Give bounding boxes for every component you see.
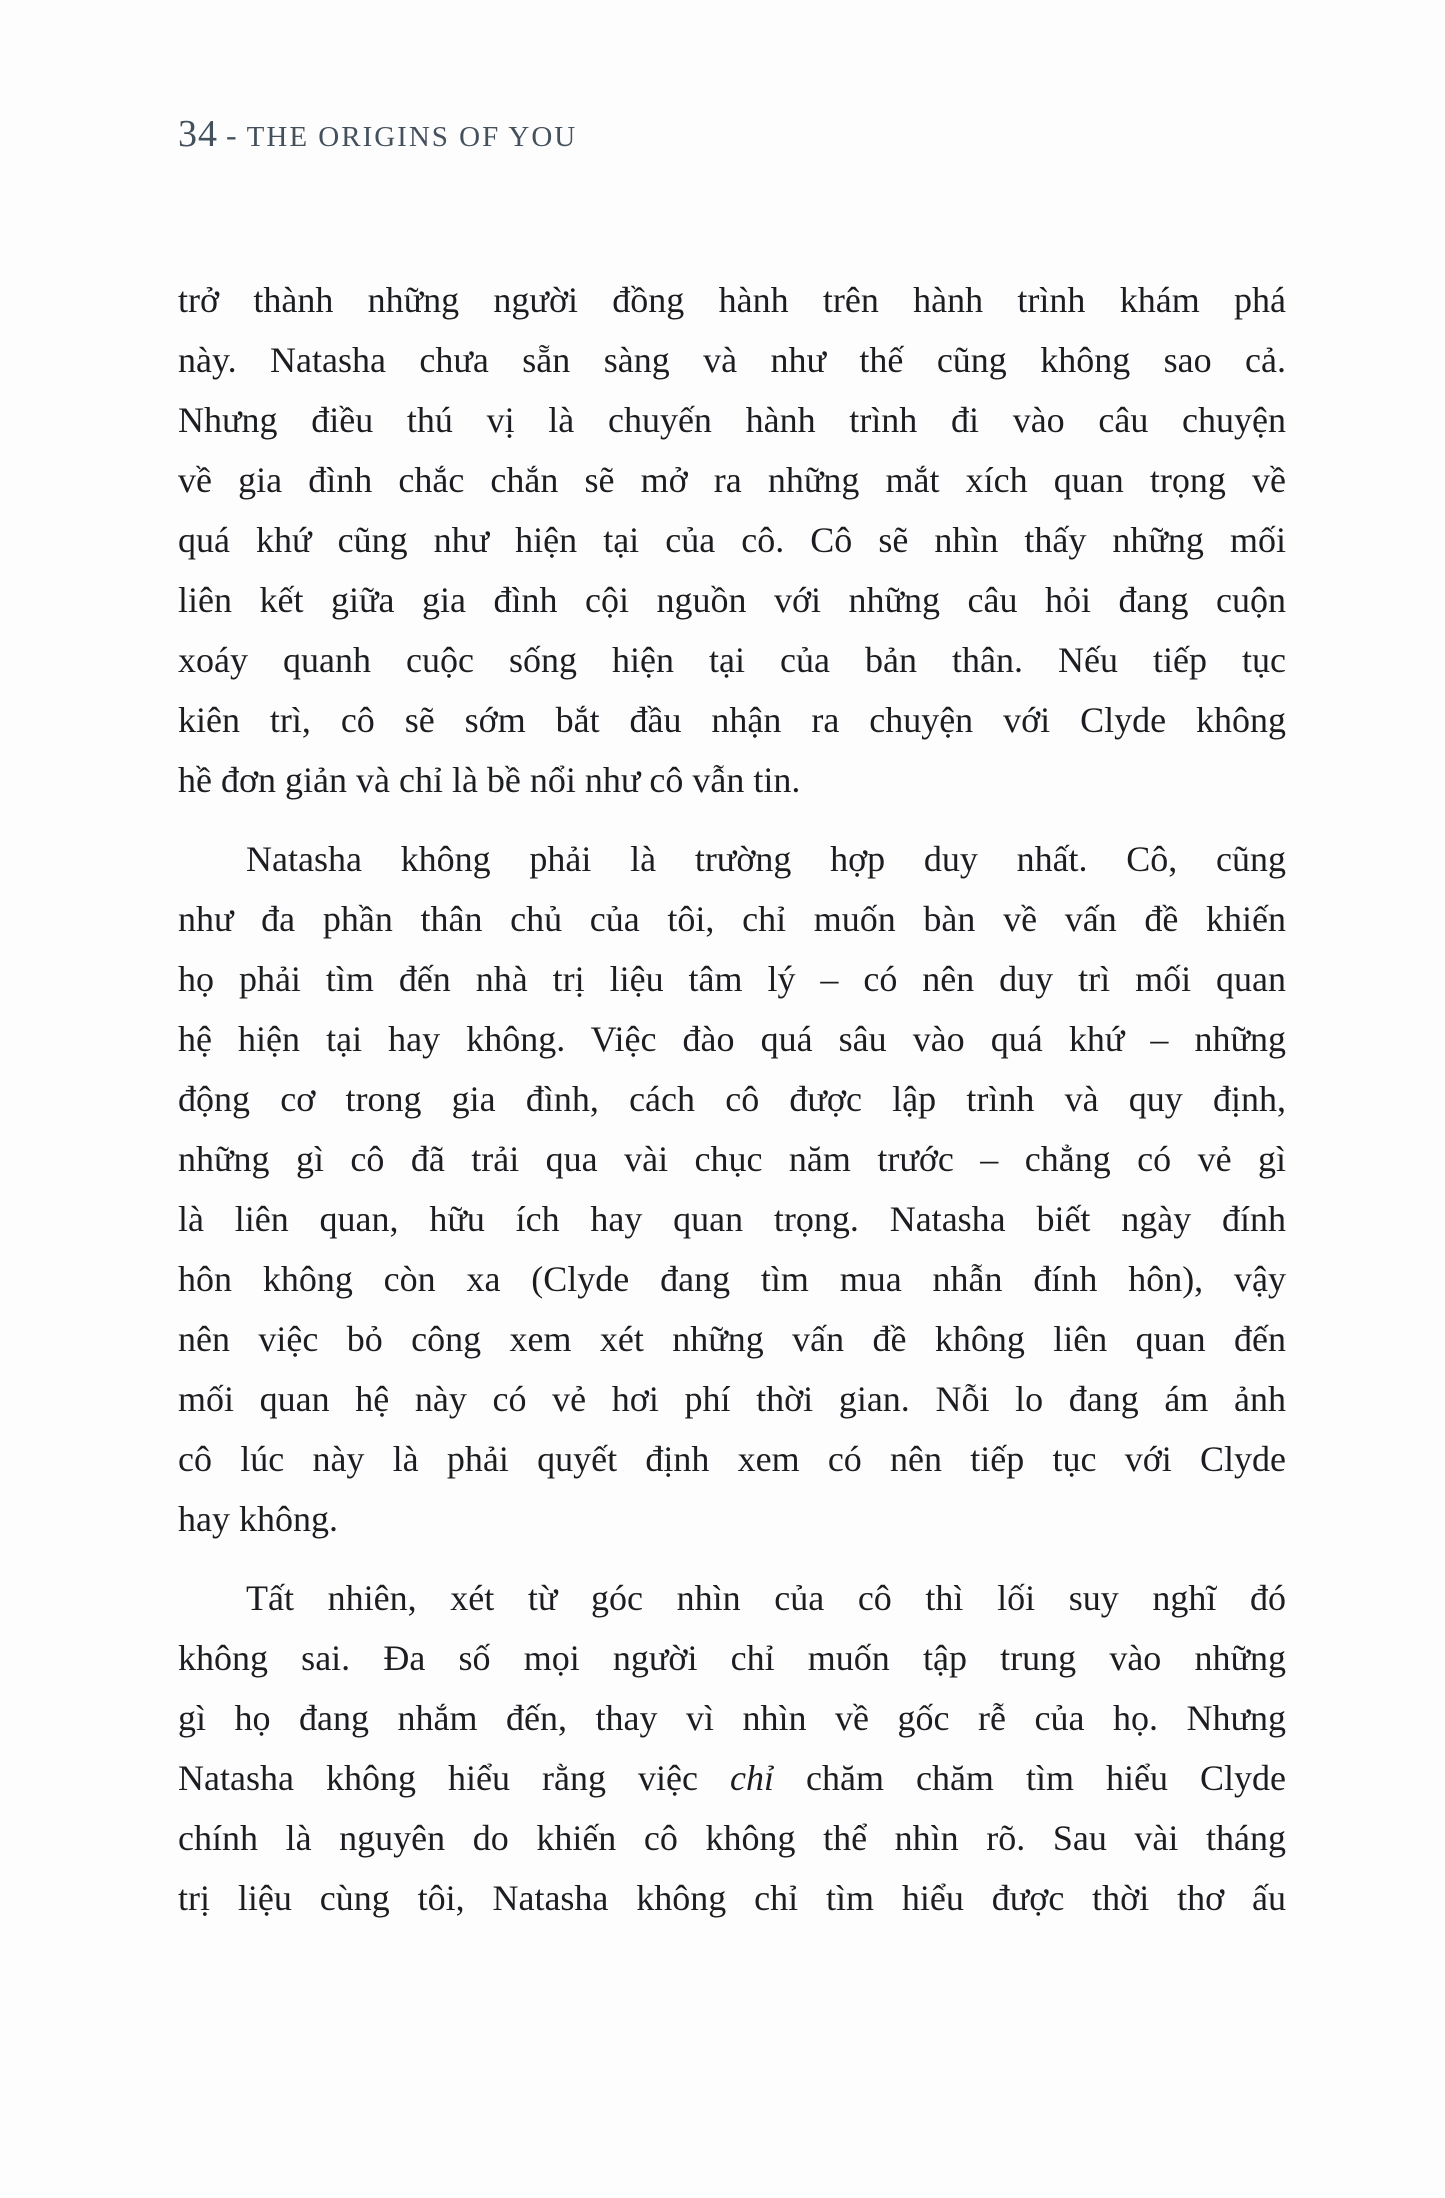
text-line: Tất nhiên, xét từ góc nhìn của cô thì lối suy nghĩ đó [246,1578,1286,1618]
text-line: về gia đình chắc chắn sẽ mở ra những mắt xích quan trọng về [178,460,1286,500]
paragraph-3 [178,1568,1286,1928]
page-number: 34 [178,113,218,155]
text-line: mối quan hệ này có vẻ hơi phí thời gian. Nỗi lo đang ám ảnh [178,1379,1286,1419]
text-line: cô lúc này là phải quyết định xem có nên tiếp tục với Clyde [178,1439,1286,1479]
text-segment: chăm chăm tìm hiểu Clyde [773,1758,1286,1798]
text-line: hôn không còn xa (Clyde đang tìm mua nhẫn đính hôn), vậy [178,1259,1286,1299]
text-segment: Natasha không hiểu rằng việc [178,1758,730,1798]
text-line: này. Natasha chưa sẵn sàng và như thế cũng không sao cả. [178,340,1286,380]
text-line: quá khứ cũng như hiện tại của cô. Cô sẽ nhìn thấy những mối [178,520,1286,560]
text-line: hề đơn giản và chỉ là bề nổi như cô vẫn tin. [178,760,801,800]
text-line: không sai. Đa số mọi người chỉ muốn tập trung vào những [178,1638,1286,1678]
text-line: gì họ đang nhắm đến, thay vì nhìn về gốc rễ của họ. Nhưng [178,1698,1286,1738]
text-line: Nhưng điều thú vị là chuyến hành trình đi vào câu chuyện [178,400,1286,440]
paragraph-2 [178,829,1286,1549]
paragraph-1 [178,270,1286,810]
text-line: những gì cô đã trải qua vài chục năm trước – chẳng có vẻ gì [178,1139,1286,1179]
text-line: hay không. [178,1499,338,1539]
text-line: họ phải tìm đến nhà trị liệu tâm lý – có nên duy trì mối quan [178,959,1286,999]
text-line: nên việc bỏ công xem xét những vấn đề không liên quan đến [178,1319,1286,1359]
text-line: Natasha không phải là trường hợp duy nhất. Cô, cũng [246,839,1286,879]
text-line-with-italic [178,1748,1286,1808]
text-line: trị liệu cùng tôi, Natasha không chỉ tìm hiểu được thời thơ ấu [178,1878,1286,1918]
italic-word: chỉ [729,1758,774,1798]
text-line: là liên quan, hữu ích hay quan trọng. Natasha biết ngày đính [178,1199,1286,1239]
text-line: động cơ trong gia đình, cách cô được lập trình và quy định, [178,1079,1286,1119]
header-separator: - [226,117,237,153]
text-line: như đa phần thân chủ của tôi, chỉ muốn bàn về vấn đề khiến [178,899,1286,939]
text-line: xoáy quanh cuộc sống hiện tại của bản thân. Nếu tiếp tục [178,640,1286,680]
page-body [178,270,1286,1928]
text-line: liên kết giữa gia đình cội nguồn với những câu hỏi đang cuộn [178,580,1286,620]
book-title: THE ORIGINS OF YOU [246,121,578,153]
text-line: chính là nguyên do khiến cô không thể nhìn rõ. Sau vài tháng [178,1818,1286,1858]
text-line: kiên trì, cô sẽ sớm bắt đầu nhận ra chuyện với Clyde không [178,700,1286,740]
page-header [178,112,577,156]
text-line: trở thành những người đồng hành trên hành trình khám phá [178,280,1286,320]
text-line: hệ hiện tại hay không. Việc đào quá sâu vào quá khứ – những [178,1019,1286,1059]
